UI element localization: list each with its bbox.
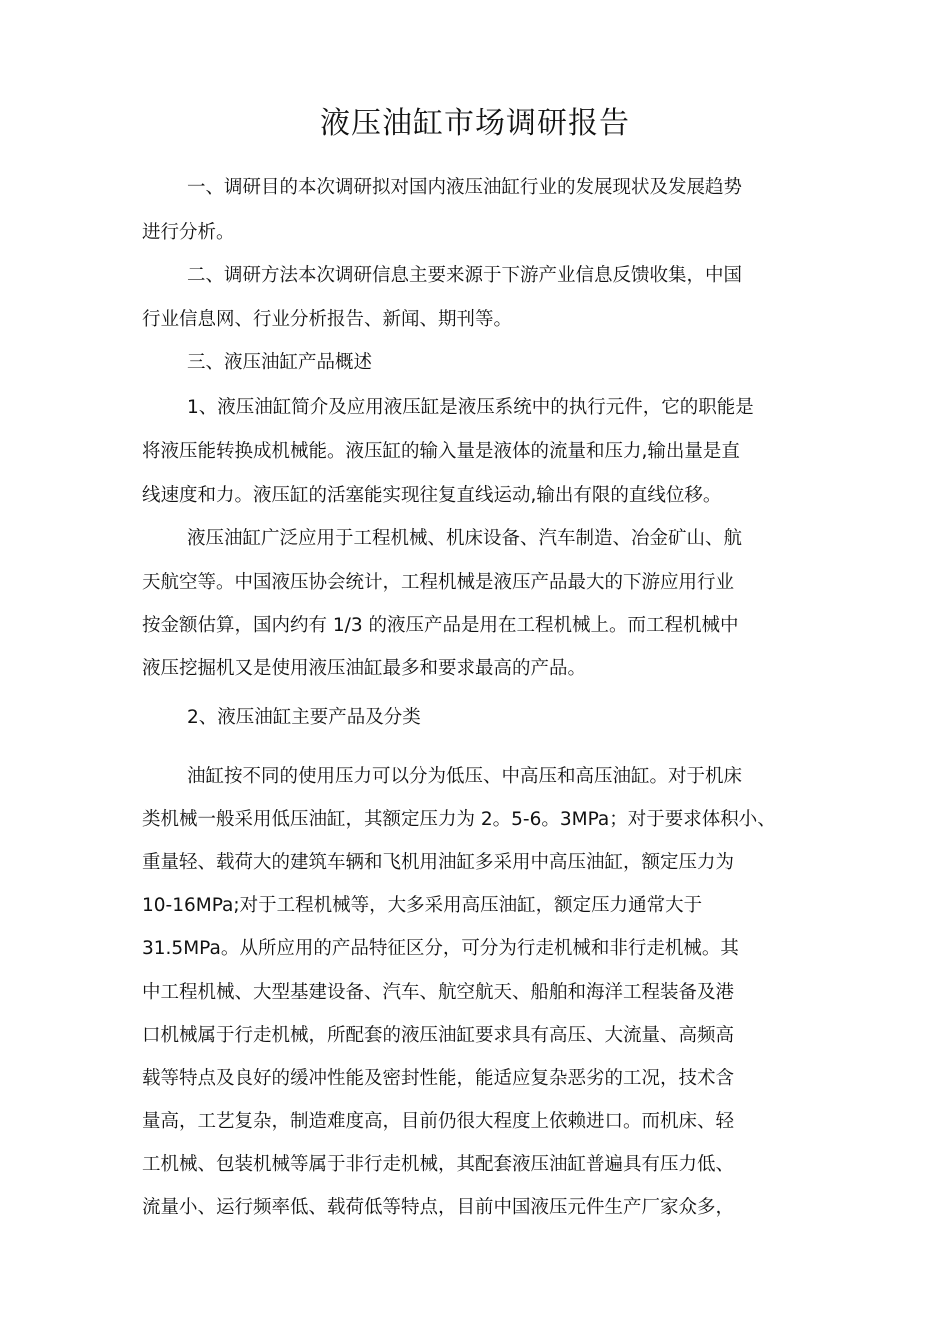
text-line: 类机械一般采用低压油缸，其额定压力为 2。5-6。3MPa；对于要求体积小、 <box>142 809 776 830</box>
text-line: 线速度和力。液压缸的活塞能实现往复直线运动,输出有限的直线位移。 <box>142 485 722 506</box>
text-line: 天航空等。中国液压协会统计，工程机械是液压产品最大的下游应用行业 <box>142 572 735 593</box>
text-line: 流量小、运行频率低、载荷低等特点，目前中国液压元件生产厂家众多， <box>142 1197 735 1218</box>
text-line: 行业信息网、行业分析报告、新闻、期刊等。 <box>142 309 513 330</box>
text-line: 载等特点及良好的缓冲性能及密封性能，能适应复杂恶劣的工况，技术含 <box>142 1068 735 1089</box>
text-line: 重量轻、载荷大的建筑车辆和飞机用油缸多采用中高压油缸，额定压力为 <box>142 852 735 873</box>
text-line: 1、液压油缸简介及应用液压缸是液压系统中的执行元件，它的职能是 <box>187 397 754 418</box>
text-line: 液压挖掘机又是使用液压油缸最多和要求最高的产品。 <box>142 658 587 679</box>
text-line: 按金额估算，国内约有 1/3 的液压产品是用在工程机械上。而工程机械中 <box>142 615 739 636</box>
text-line: 进行分析。 <box>142 222 235 243</box>
text-line: 油缸按不同的使用压力可以分为低压、中高压和高压油缸。对于机床 <box>187 766 743 787</box>
text-line: 将液压能转换成机械能。液压缸的输入量是液体的流量和压力,输出量是直 <box>142 441 740 462</box>
text-line: 31.5MPa。从所应用的产品特征区分，可分为行走机械和非行走机械。其 <box>142 938 739 959</box>
text-line: 二、调研方法本次调研信息主要来源于下游产业信息反馈收集，中国 <box>187 265 743 286</box>
text-line: 量高，工艺复杂，制造难度高，目前仍很大程度上依赖进口。而机床、轻 <box>142 1111 735 1132</box>
text-line: 工机械、包装机械等属于非行走机械，其配套液压油缸普遍具有压力低、 <box>142 1154 735 1175</box>
section-heading: 2、液压油缸主要产品及分类 <box>187 707 421 728</box>
document-title: 液压油缸市场调研报告 <box>320 106 630 141</box>
section-heading: 三、液压油缸产品概述 <box>187 352 373 373</box>
text-line: 中工程机械、大型基建设备、汽车、航空航天、船舶和海洋工程装备及港 <box>142 982 735 1003</box>
text-line: 10-16MPa;对于工程机械等，大多采用高压油缸，额定压力通常大于 <box>142 895 703 916</box>
text-line: 液压油缸广泛应用于工程机械、机床设备、汽车制造、冶金矿山、航 <box>187 528 743 549</box>
text-line: 一、调研目的本次调研拟对国内液压油缸行业的发展现状及发展趋势 <box>187 177 743 198</box>
text-line: 口机械属于行走机械，所配套的液压油缸要求具有高压、大流量、高频高 <box>142 1025 735 1046</box>
